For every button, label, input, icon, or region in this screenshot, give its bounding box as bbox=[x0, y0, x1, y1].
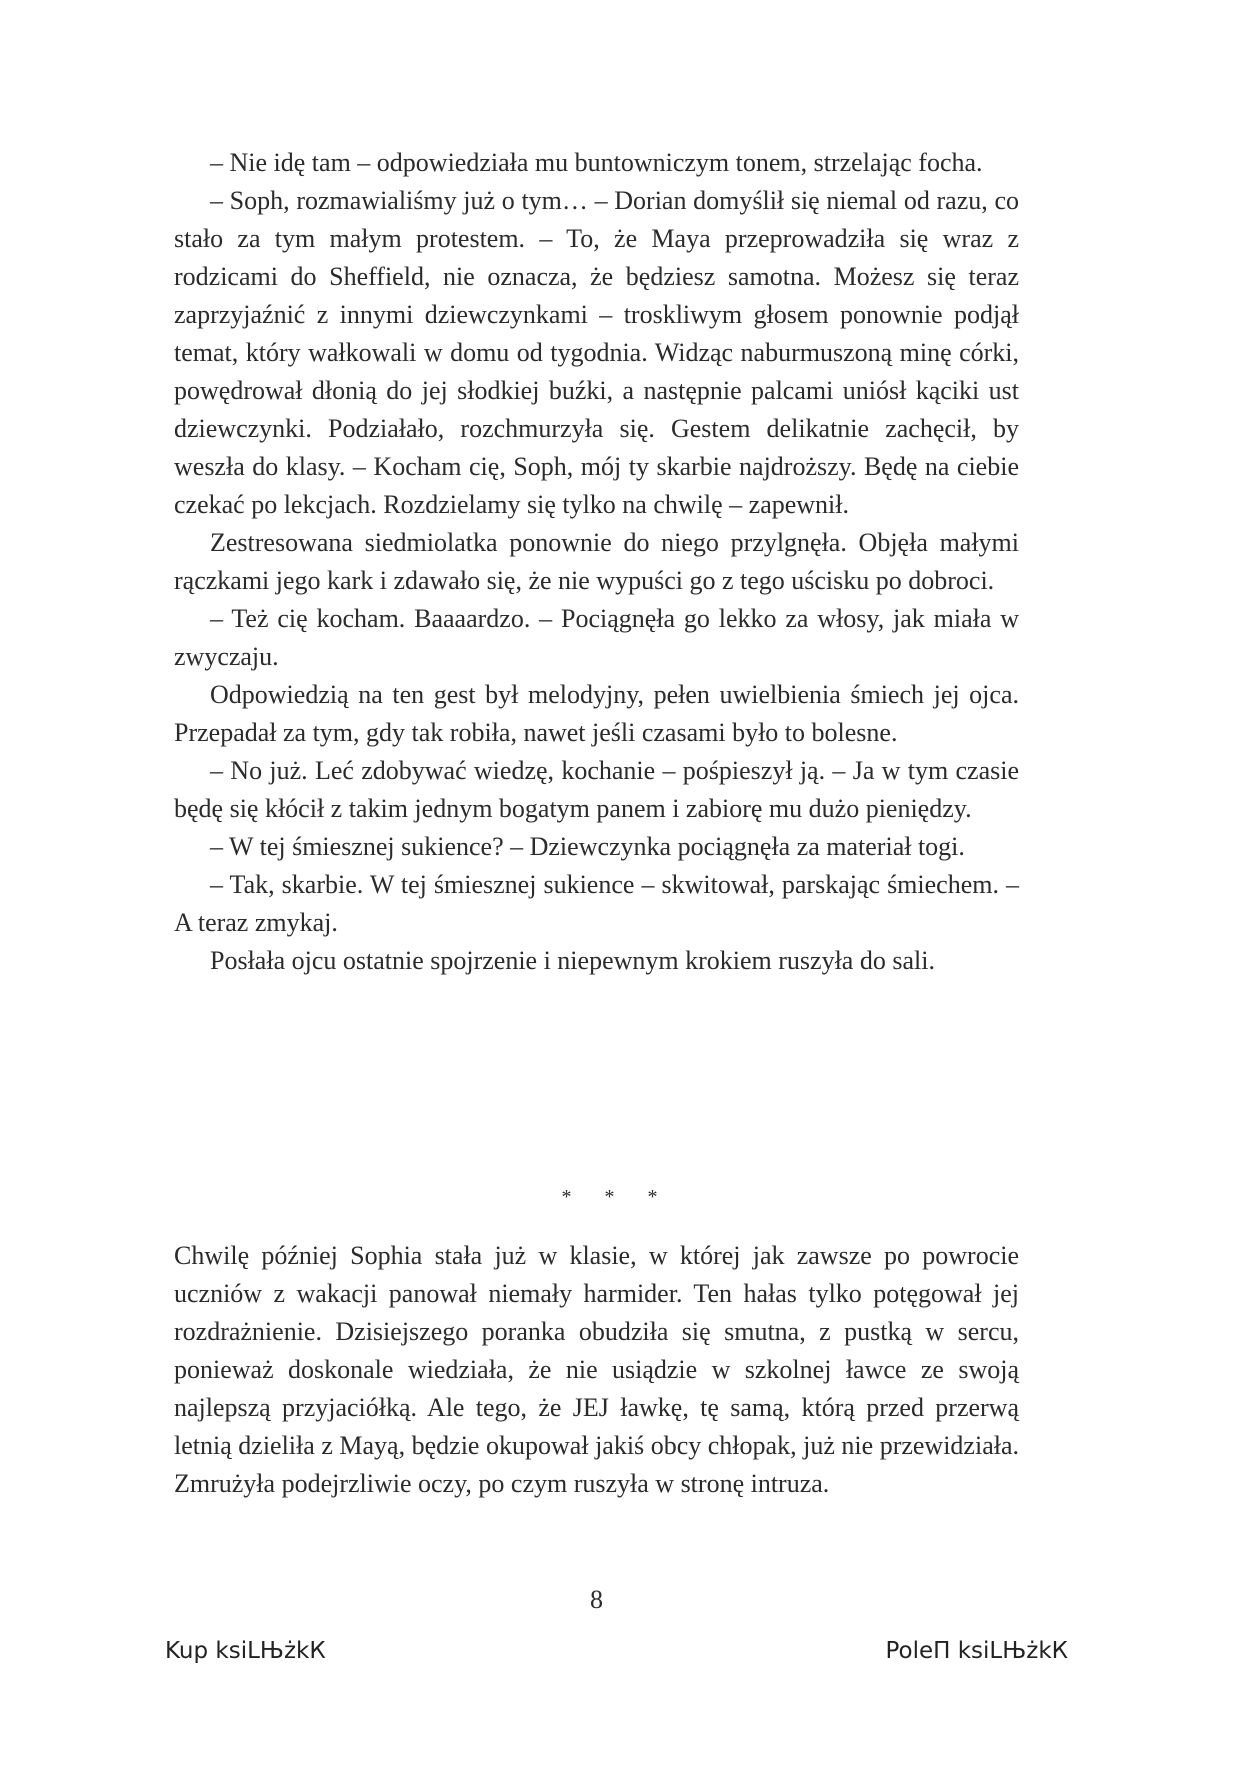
section-2-text bbox=[174, 1237, 1019, 1503]
paragraph: – Tak, skarbie. W tej śmiesznej sukience – skwitował, parskając śmiechem. – A teraz zmykaj. bbox=[174, 870, 1019, 937]
section-separator: * * * bbox=[561, 1186, 672, 1208]
page-number: 8 bbox=[590, 1585, 603, 1614]
paragraph: Zestresowana siedmiolatka ponownie do niego przylgnęła. Objęła małymi rączkami jego kark i zdawało się, że nie wypuści go z tego uścisku po dobroci. bbox=[174, 528, 1019, 595]
paragraph: Posłała ojcu ostatnie spojrzenie i niepewnym krokiem ruszyła do sali. bbox=[210, 946, 935, 975]
footer-buy-book-link[interactable]: Kup ksiLЊżkК bbox=[165, 1638, 326, 1664]
paragraph: Chwilę później Sophia stała już w klasie, w której jak zawsze po powrocie uczniów z wakacji panował niemały harmider. Ten hałas tylko potęgował jej rozdrażnienie. Dzisiejszego poranka obudziła się smutna, z pustką w sercu, ponieważ doskonale wiedziała, że nie usiądzie w szkolnej ławce ze swoją najlepszą przyjaciółką. Ale tego, że JEJ ławkę, tę samą, którą przed przerwą letnią dzieliła z Mayą, będzie okupował jakiś obcy chłopak, już nie przewidziała. Zmrużyła podejrzliwie oczy, po czym ruszyła w stronę intruza. bbox=[174, 1241, 1019, 1498]
paragraph: – No już. Leć zdobywać wiedzę, kochanie – pośpieszył ją. – Ja w tym czasie będę się kłócił z takim jednym bogatym panem i zabiorę mu dużo pieniędzy. bbox=[174, 756, 1019, 823]
paragraph: – Też cię kocham. Baaaardzo. – Pociągnęła go lekko za włosy, jak miała w zwyczaju. bbox=[174, 604, 1019, 671]
paragraph: – Nie idę tam – odpowiedziała mu buntowniczym tonem, strzelając focha. bbox=[210, 148, 983, 177]
paragraph: – Soph, rozmawialiśmy już o tym… – Dorian domyślił się niemal od razu, co stało za tym małym protestem. – To, że Maya przeprowadziła się wraz z rodzicami do Sheffield, nie oznacza, że będziesz samotna. Możesz się teraz zaprzyjaźnić z innymi dziewczynkami – troskliwym głosem ponownie podjął temat, który wałkowali w domu od tygodnia. Widząc naburmuszoną minę córki, powędrował dłonią do jej słodkiej buźki, a następnie palcami uniósł kąciki ust dziewczynki. Podziałało, rozchmurzyła się. Gestem delikatnie zachęcił, by weszła do klasy. – Kocham cię, Soph, mój ty skarbie najdroższy. Będę na ciebie czekać po lekcjach. Rozdzielamy się tylko na chwilę – zapewnił. bbox=[174, 186, 1019, 519]
paragraph: Odpowiedzią na ten gest był melodyjny, pełen uwielbienia śmiech jej ojca. Przepadał za tym, gdy tak robiła, nawet jeśli czasami było to bolesne. bbox=[174, 680, 1019, 747]
section-1-text bbox=[174, 144, 1019, 980]
paragraph: – W tej śmiesznej sukience? – Dziewczynka pociągnęła za materiał togi. bbox=[210, 832, 965, 861]
footer-recommend-book-link[interactable]: PoleП ksiLЊżkК bbox=[885, 1638, 1068, 1664]
